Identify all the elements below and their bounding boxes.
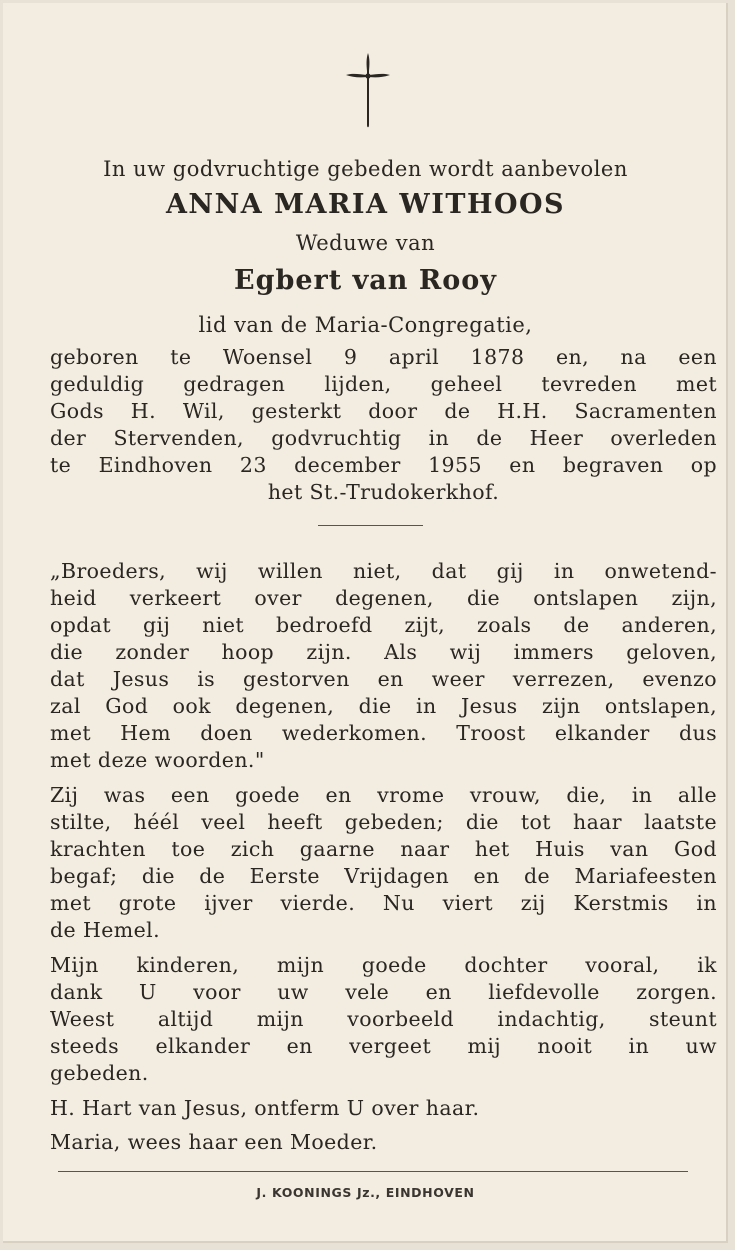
scripture-line: met deze woorden." [50, 748, 265, 772]
biography-line: geboren te Woensel 9 april 1878 en, na een [50, 345, 717, 369]
farewell-line: Mijn kinderen, mijn goede dochter vooral, ik [50, 953, 717, 977]
scripture-line: die zonder hoop zijn. Als wij immers geloven, [50, 640, 717, 664]
memorial-card [3, 3, 728, 1243]
section-divider [318, 525, 423, 526]
biography-line: der Stervenden, godvruchtig in de Heer overleden [50, 426, 717, 450]
scripture-line: zal God ook degenen, die in Jesus zijn ontslapen, [50, 694, 717, 718]
biography-line: geduldig gedragen lijden, geheel tevreden met [50, 372, 717, 396]
biography-line: te Eindhoven 23 december 1955 en begraven op [50, 453, 717, 477]
tribute-line: Zij was een goede en vrome vrouw, die, in alle [50, 783, 717, 807]
tribute-line: stilte, héél veel heeft gebeden; die tot haar laatste [50, 810, 717, 834]
prayer-line: H. Hart van Jesus, ontferm U over haar. [50, 1096, 480, 1120]
farewell-line: Weest altijd mijn voorbeeld indachtig, steunt [50, 1007, 717, 1031]
tribute-line: met grote ijver vierde. Nu viert zij Kerstmis in [50, 891, 717, 915]
scripture-line: met Hem doen wederkomen. Troost elkander dus [50, 721, 717, 745]
printer-imprint: J. KOONINGS Jz., EINDHOVEN [256, 1185, 475, 1200]
scripture-line: dat Jesus is gestorven en weer verrezen, evenzo [50, 667, 717, 691]
farewell-line: gebeden. [50, 1061, 149, 1085]
scripture-line: opdat gij niet bedroefd zijt, zoals de anderen, [50, 613, 717, 637]
biography-line: Gods H. Wil, gesterkt door de H.H. Sacramenten [50, 399, 717, 423]
farewell-line: steeds elkander en vergeet mij nooit in uw [50, 1034, 717, 1058]
tribute-line: begaf; die de Eerste Vrijdagen en de Mariafeesten [50, 864, 717, 888]
tribute-line: krachten toe zich gaarne naar het Huis van God [50, 837, 717, 861]
congregation-text: lid van de Maria-Congregatie, [198, 313, 533, 337]
scripture-line: heid verkeert over degenen, die ontslapen zijn, [50, 586, 717, 610]
biography-line: het St.-Trudokerkhof. [267, 480, 500, 504]
footer-divider [58, 1171, 688, 1172]
deceased-name: ANNA MARIA WITHOOS [165, 189, 565, 220]
widow-of-text: Weduwe van [295, 231, 436, 255]
intro-text: In uw godvruchtige gebeden wordt aanbevolen [103, 157, 628, 181]
scripture-line: „Broeders, wij willen niet, dat gij in onwetend- [50, 559, 717, 583]
cross-icon [343, 51, 393, 131]
farewell-line: dank U voor uw vele en liefdevolle zorgen. [50, 980, 717, 1004]
tribute-line: de Hemel. [50, 918, 161, 942]
prayer-line: Maria, wees haar een Moeder. [50, 1130, 378, 1154]
husband-name: Egbert van Rooy [234, 265, 497, 296]
